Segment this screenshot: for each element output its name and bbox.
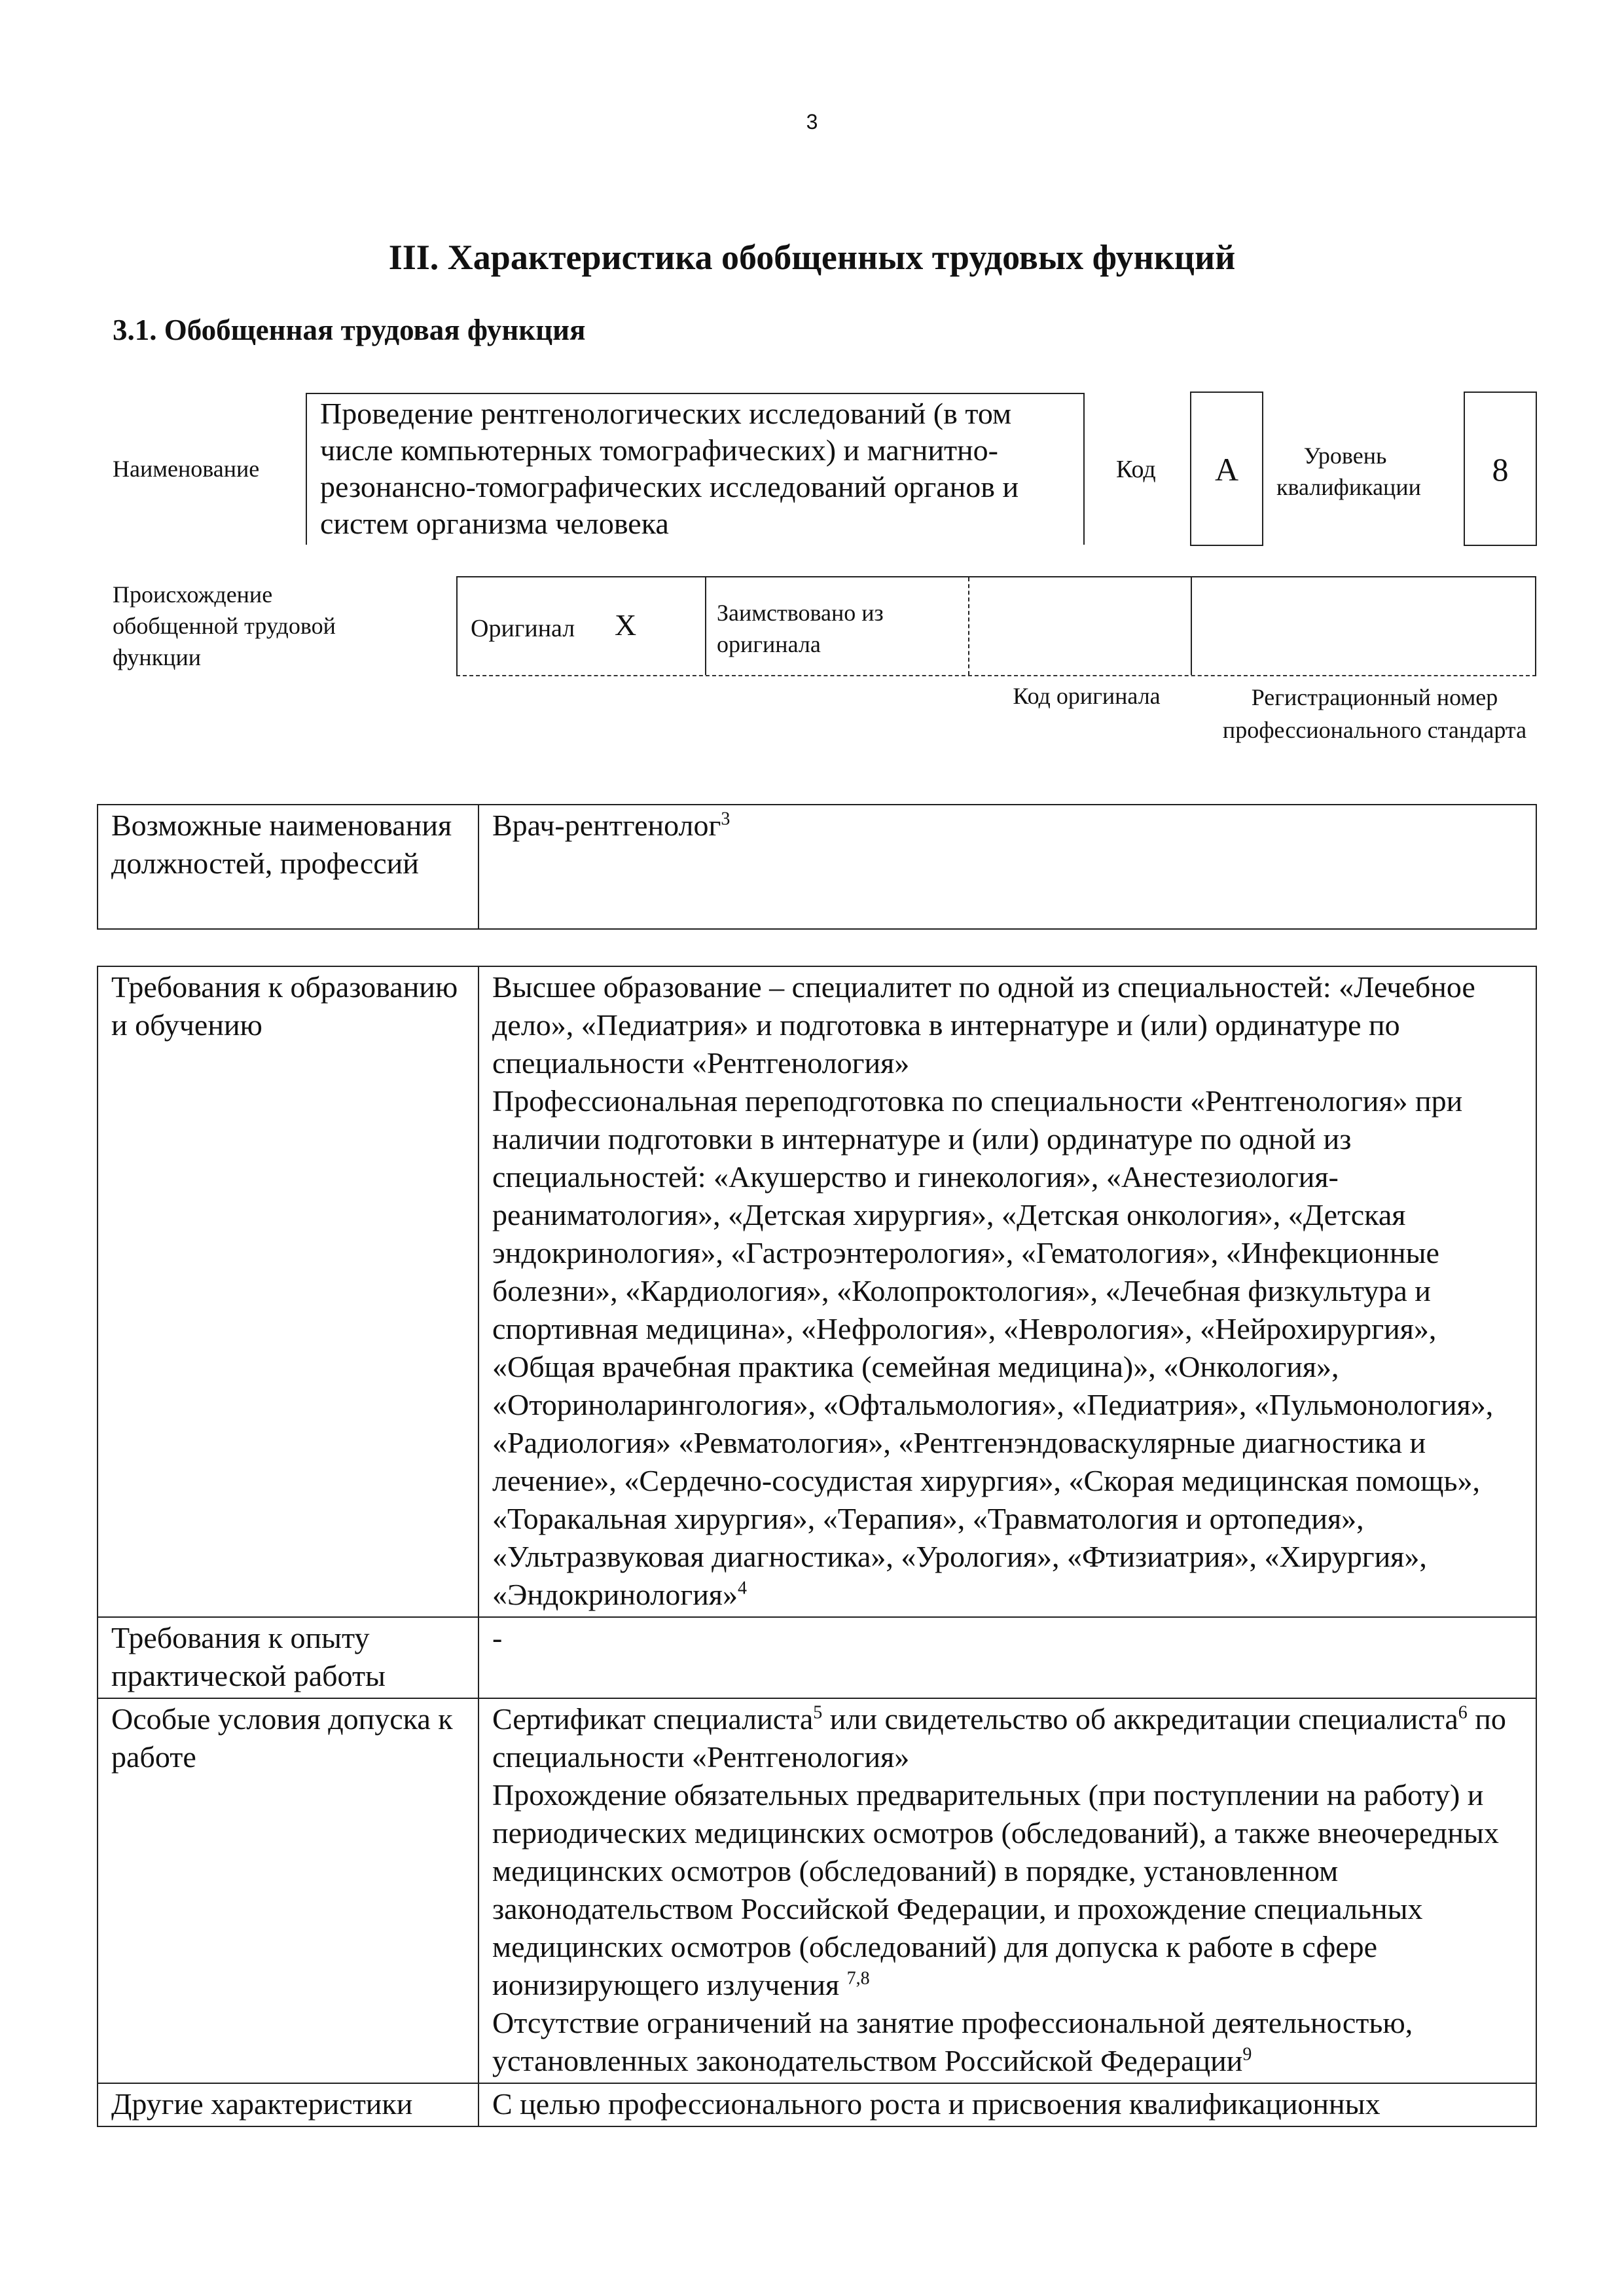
reg-number-caption: Регистрационный номер профессионального стандарта — [1222, 684, 1527, 743]
level-label: Уровень квалификации — [1276, 443, 1421, 500]
special-conditions-label: Особые условия допуска к работе — [98, 1698, 478, 2083]
level-value: 8 — [1492, 451, 1509, 488]
origin-divider-1 — [705, 577, 706, 675]
table-row — [98, 966, 1536, 1617]
positions-value-cell — [478, 805, 1536, 929]
special-conditions-value-cell — [478, 1698, 1536, 2083]
special-paragraph-3 — [492, 2004, 1523, 2080]
code-original-caption: Код оригинала — [1013, 683, 1161, 709]
code-label: Код — [1116, 456, 1156, 483]
footnote-ref: 7,8 — [846, 1968, 870, 1989]
special-p2-text: Прохождение обязательных предварительных (при поступлении на работу) и периодических медицинских осмотров (обследований), а также внеочередных медицинских осмотров (обследований) в порядке, установленном законодательством Российской Федерации, и прохождение специальных медицинских осмотров (обследований) для допуска к работе в сфере ионизирующего излучения — [492, 1778, 1499, 2001]
footnote-ref: 9 — [1242, 2044, 1252, 2065]
table-row — [98, 2083, 1536, 2126]
positions-value: Врач-рентгенолог — [492, 809, 721, 842]
footnote-ref: 4 — [737, 1578, 747, 1599]
section-title: III. Характеристика обобщенных трудовых функций — [388, 238, 1236, 277]
origin-divider-3 — [1191, 577, 1192, 675]
special-p1-part-b: или свидетельство об аккредитации специалиста — [822, 1702, 1458, 1736]
table-row — [98, 1617, 1536, 1698]
requirements-table — [97, 966, 1537, 2127]
footnote-ref: 5 — [813, 1702, 823, 1723]
original-mark: Х — [615, 608, 637, 642]
other-label: Другие характеристики — [98, 2083, 478, 2126]
page-number: 3 — [806, 110, 818, 134]
special-paragraph-1 — [492, 1700, 1523, 1776]
education-paragraph-2: Профессиональная переподготовка по специальности «Рентгенология» при наличии подготовки в интернатуре и (или) ординатуре по одной из специальностей: «Акушерство и гинекология», «Анестезиология-реаниматология», «Детская хирургия», «Детская онкология», «Детская эндокринология», «Гастроэнтерология», «Гематология», «Инфекционные болезни», «Кардиология», «Колопроктология», «Лечебная физкультура и спортивная медицина», «Нефрология», «Неврология», «Нейрохирургия», «Общая врачебная практика (семейная медицина)», «Онкология», «Оториноларингология», «Офтальмология», «Педиатрия», «Пульмонология», «Радиология» «Ревматология», «Рентгенэндоваскулярные диагностика и лечение», «Сердечно-сосудистая хирургия», «Скорая медицинская помощь», «Торакальная хирургия», «Терапия», «Травматология и ортопедия», «Ультразвуковая диагностика», «Урология», «Фтизиатрия», «Хирургия», «Эндокринология» — [492, 1084, 1494, 1611]
code-value: А — [1214, 451, 1239, 488]
education-paragraph-1: Высшее образование – специалитет по одной из специальностей: «Лечебное дело», «Педиатрия» и подготовка в интернатуре и (или) ординатуре по специальности «Рентгенология» — [492, 970, 1475, 1080]
table-row — [98, 1698, 1536, 2083]
special-paragraph-2 — [492, 1776, 1523, 2004]
special-p1-part-a: Сертификат специалиста — [492, 1702, 814, 1736]
origin-box — [456, 576, 1536, 676]
education-label: Требования к образованию и обучению — [98, 966, 478, 1617]
footnote-ref: 6 — [1458, 1702, 1468, 1723]
footnote-ref: 3 — [721, 809, 731, 829]
function-name-box: Проведение рентгенологических исследований (в том числе компьютерных томографических) и магнитно-резонансно-томографических исследований органов и систем организма человека — [306, 393, 1085, 545]
experience-value: - — [478, 1617, 1536, 1698]
education-paragraph-2-wrap — [492, 1082, 1523, 1614]
positions-table — [97, 804, 1537, 930]
special-p3-text: Отсутствие ограничений на занятие профессиональной деятельностью, установленных законодательством Российской Федерации — [492, 2006, 1413, 2077]
positions-label: Возможные наименования должностей, профессий — [98, 805, 478, 929]
original-label: Оригинал — [471, 615, 575, 642]
level-cell — [1464, 392, 1537, 546]
borrowed-label: Заимствовано из оригинала — [717, 600, 884, 657]
origin-divider-2 — [968, 577, 969, 675]
education-value-cell — [478, 966, 1536, 1617]
table-row — [98, 805, 1536, 929]
other-value: С целью профессионального роста и присвоения квалификационных — [478, 2083, 1536, 2126]
subsection-title: 3.1. Обобщенная трудовая функция — [113, 314, 586, 346]
name-label: Наименование — [113, 456, 260, 482]
origin-label: Происхождение обобщенной трудовой функции — [113, 581, 336, 670]
experience-label: Требования к опыту практической работы — [98, 1617, 478, 1698]
code-cell — [1190, 392, 1263, 546]
special-p1-part-c: по специальности «Рентгенология» — [492, 1702, 1506, 1774]
